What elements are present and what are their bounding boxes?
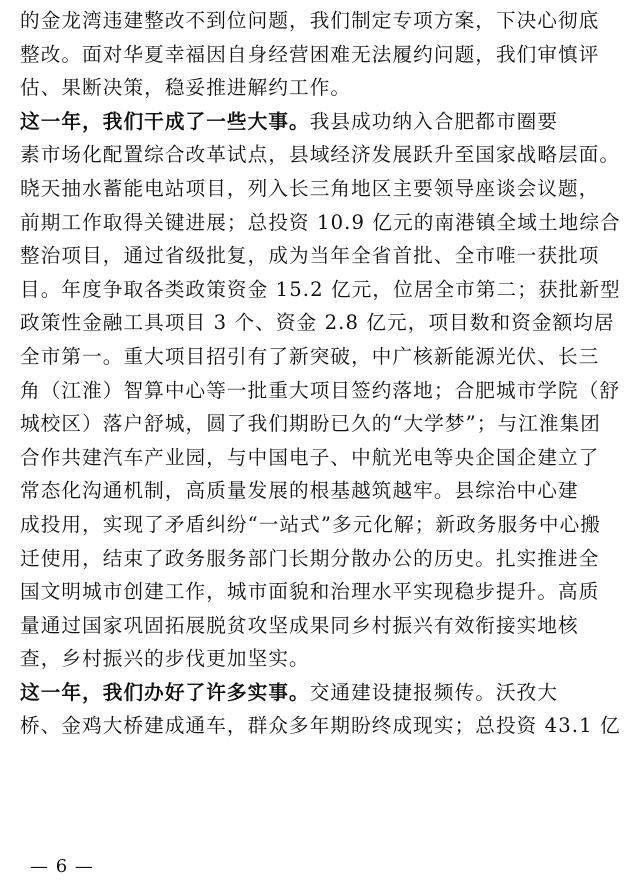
text-run: 成投用，实现了矛盾纠纷“一站式”多元化解；新政务服务中心搬 [20, 512, 601, 536]
text-run: 城校区）落户舒城，圆了我们期盼已久的“大学梦”；与江淮集团 [20, 412, 601, 436]
text-run: 合作共建汽车产业园，与中国电子、中航光电等央企国企建立了 [20, 445, 600, 469]
text-run: 整改。面对华夏幸福因自身经营困难无法履约问题，我们审慎评 [20, 42, 600, 66]
text-run: 的金龙湾违建整改不到位问题，我们制定专项方案，下决心彻底 [20, 9, 600, 32]
text-line [20, 38, 622, 72]
text-line [20, 138, 622, 172]
text-run: 全市第一。重大项目招引有了新突破，中广核新能源光伏、长三 [20, 344, 600, 368]
text-line [20, 273, 622, 307]
text-run: 交通建设捷报频传。沃孜大 [309, 680, 559, 704]
text-line [20, 474, 622, 508]
bold-heading-phrase: 这一年，我们干成了一些大事。 [20, 109, 310, 133]
text-run: 前期工作取得关键进展；总投资 10.9 亿元的南港镇全域土地综合 [20, 210, 621, 234]
text-line [20, 374, 622, 408]
text-line [20, 340, 622, 374]
text-line [20, 206, 622, 240]
page-number: — 6 — [30, 856, 94, 877]
text-line [20, 4, 622, 38]
text-run: 量通过国家巩固拓展脱贫攻坚成果同乡村振兴有效衔接实地核 [20, 613, 579, 637]
text-line [20, 239, 622, 273]
text-run: 整治项目，通过省级批复，成为当年全省首批、全市唯一获批项 [20, 244, 600, 268]
text-line [20, 306, 622, 340]
text-line [20, 575, 622, 609]
text-run: 常态化沟通机制，高质量发展的根基越筑越牢。县综治中心建 [20, 479, 579, 503]
text-line [20, 709, 622, 743]
text-line [20, 71, 622, 105]
text-run: 我县成功纳入合肥都市圈要 [309, 109, 559, 133]
bold-heading-phrase: 这一年，我们办好了许多实事。 [20, 680, 310, 704]
text-line [20, 508, 622, 542]
text-line [20, 542, 622, 576]
text-run: 目。年度争取各类政策资金 15.2 亿元，位居全市第二；获批新型 [20, 277, 621, 301]
text-run: 桥、金鸡大桥建成通车，群众多年期盼终成现实；总投资 43.1 亿 [20, 714, 621, 738]
text-line [20, 676, 622, 710]
text-line [20, 609, 622, 643]
text-line [20, 441, 622, 475]
text-line [20, 105, 622, 139]
document-body [20, 4, 622, 743]
text-run: 估、果断决策，稳妥推进解约工作。 [20, 76, 352, 100]
text-run: 素市场化配置综合改革试点，县域经济发展跃升至国家战略层面。 [20, 143, 621, 167]
text-run: 国文明城市创建工作，城市面貌和治理水平实现稳步提升。高质 [20, 580, 600, 604]
text-line [20, 407, 622, 441]
text-run: 查，乡村振兴的步伐更加坚实。 [20, 647, 310, 671]
text-line [20, 172, 622, 206]
text-run: 晓天抽水蓄能电站项目，列入长三角地区主要领导座谈会议题， [20, 176, 600, 200]
text-run: 角（江淮）智算中心等一批重大项目签约落地；合肥城市学院（舒 [20, 378, 621, 402]
text-run: 政策性金融工具项目 3 个、资金 2.8 亿元，项目数和资金额均居 [20, 311, 615, 335]
text-line [20, 642, 622, 676]
text-run: 迁使用，结束了政务服务部门长期分散办公的历史。扎实推进全 [20, 546, 600, 570]
